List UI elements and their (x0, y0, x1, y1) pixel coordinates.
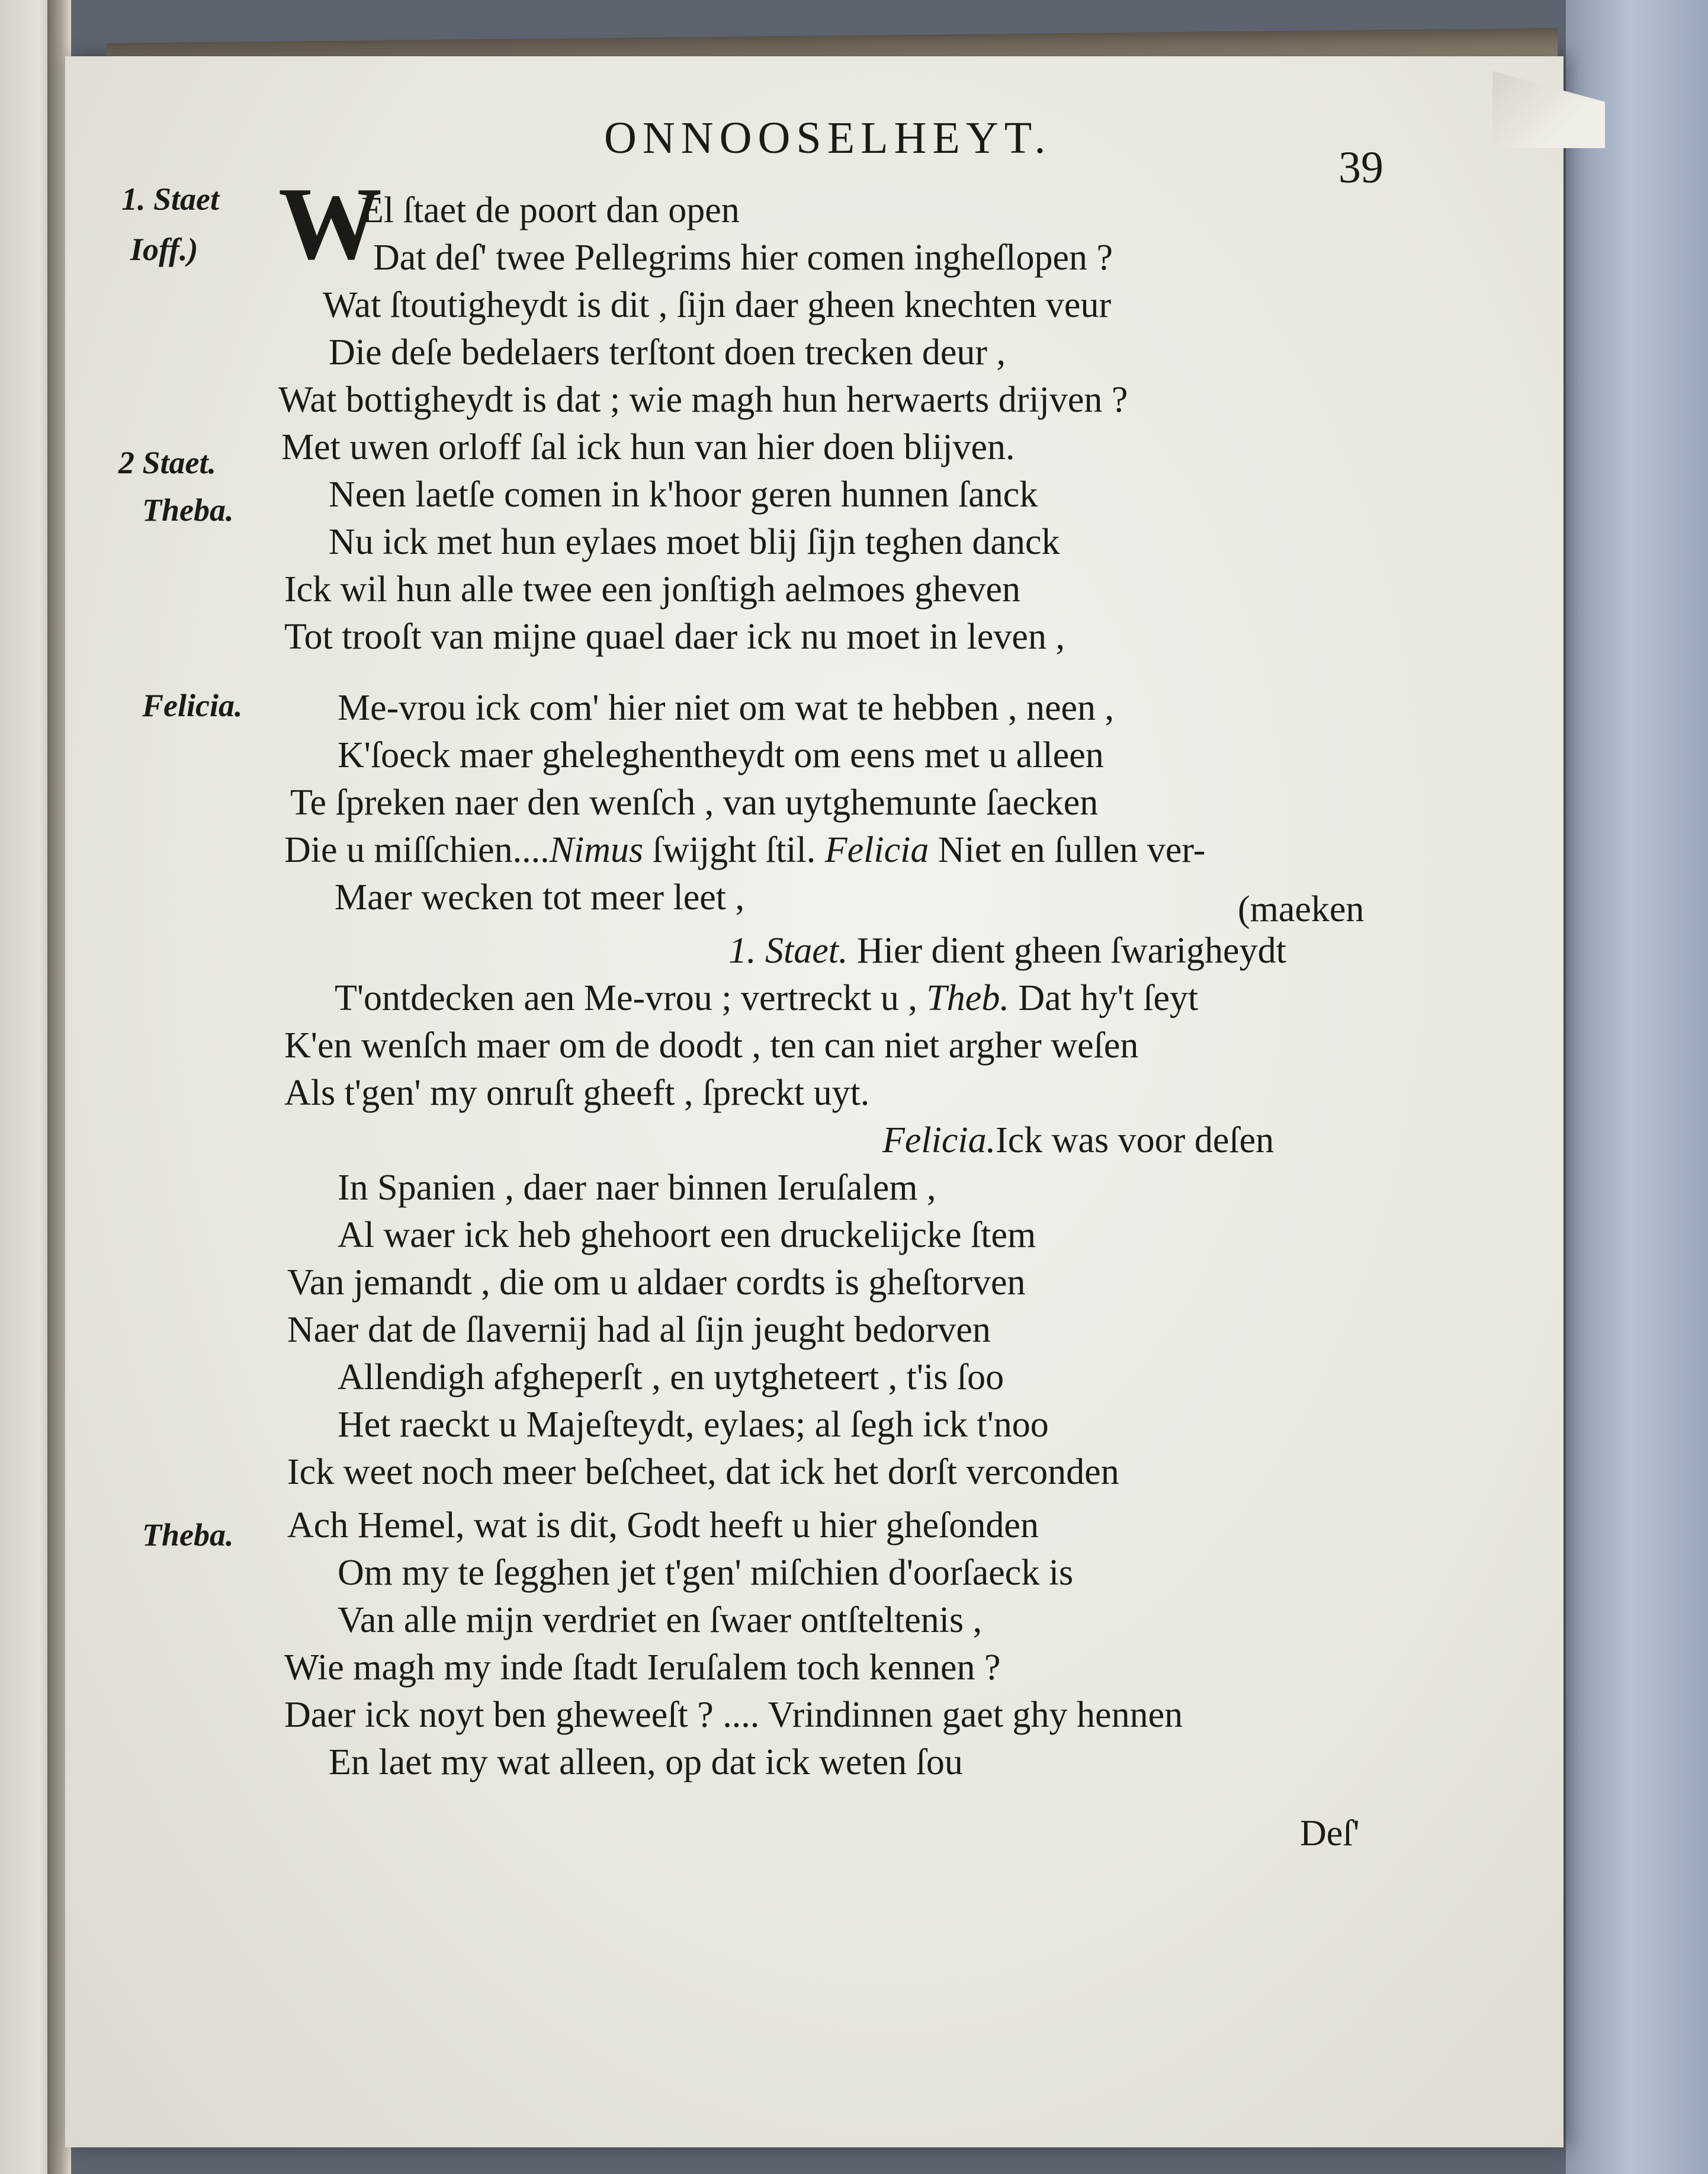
verse-line (882, 1120, 1274, 1162)
verse-line: Maer wecken tot meer leet , (335, 877, 744, 918)
verse-line: Naer dat de ſlavernij had al ſijn jeught bedorven (287, 1310, 991, 1350)
verse-line: Allendigh afgheperſt , en uytgheteert , t'is ſoo (338, 1357, 1004, 1397)
speaker-label: Felicia. (142, 688, 243, 723)
verse-text: Hier dient gheen ſwarigheydt (856, 931, 1286, 971)
verse-line: Van jemandt , die om u aldaer cordts is gheſtorven (287, 1262, 1026, 1303)
verse-line (284, 829, 1205, 871)
verse-line (335, 977, 1198, 1019)
verse-text: Ick was voor deſen (996, 1120, 1274, 1160)
verse-line: In Spanien , daer naer binnen Ieruſalem , (338, 1168, 936, 1208)
verse-text: Die u miſſchien.... (284, 830, 550, 870)
speaker-inline: Felicia (824, 830, 929, 870)
verse-line: Om my te ſegghen jet t'gen' miſchien d'oorſaeck is (338, 1553, 1074, 1593)
running-head: ONNOOSELHEYT. (604, 113, 1052, 163)
verse-line: Ach Hemel, wat is dit, Godt heeft u hier gheſonden (287, 1505, 1039, 1545)
verse-line: Me-vrou ick com' hier niet om wat te hebben , neen , (338, 688, 1115, 728)
verse-line: Nu ick met hun eylaes moet blij ſijn teghen danck (329, 522, 1060, 562)
verse-line: Tot trooſt van mijne quael daer ick nu moet in leven , (284, 617, 1065, 657)
verse-line: K'ſoeck maer gheleghentheydt om eens met u alleen (338, 735, 1104, 775)
verse-line: Die deſe bedelaers terſtont doen trecken deur , (329, 332, 1006, 373)
speaker-inline: Nimus (549, 830, 644, 870)
verse-line: Als t'gen' my onruſt gheeft , ſpreckt uyt. (284, 1073, 870, 1113)
speaker-inline: 1. Staet. (728, 931, 848, 971)
verse-line: Al waer ick heb ghehoort een druckelijcke ſtem (338, 1215, 1036, 1255)
verse-line: Het raeckt u Majeſteydt, eylaes; al ſegh ick t'noo (338, 1405, 1049, 1445)
verse-line: Met uwen orloff ſal ick hun van hier doen blijven. (281, 427, 1015, 467)
verse-line: Te ſpreken naer den wenſch , van uytghemunte ſaecken (290, 783, 1099, 823)
verse-line: Van alle mijn verdriet en ſwaer ontſteltenis , (338, 1600, 983, 1640)
verse-line: Neen laetſe comen in k'hoor geren hunnen ſanck (329, 474, 1038, 515)
verse-line: Ick weet noch meer beſcheet, dat ick het dorſt verconden (287, 1452, 1119, 1492)
speaker-label: Theba. (142, 1517, 234, 1553)
verse-line: En laet my wat alleen, op dat ick weten ſou (329, 1742, 963, 1782)
drop-capital: W (278, 166, 382, 281)
verse-line: Ick wil hun alle twee een jonſtigh aelmoes gheven (284, 569, 1021, 610)
verse-text: Dat hy't ſeyt (1018, 978, 1199, 1018)
speaker-label: 2 Staet. (118, 445, 217, 480)
catchword: Deſ' (1300, 1813, 1360, 1854)
verse-line: Wie magh my inde ſtadt Ieruſalem toch kennen ? (284, 1647, 1001, 1688)
speaker-label: Ioff.) (130, 232, 198, 267)
speaker-label: 1. Staet (121, 181, 220, 217)
verse-line: Wat ſtoutigheydt is dit , ſijn daer gheen knechten veur (323, 285, 1112, 325)
speaker-inline: Theb. (926, 978, 1009, 1018)
verse-text: Niet en ſullen ver- (938, 830, 1206, 870)
verse-line (728, 930, 1286, 972)
speaker-inline: Felicia. (882, 1120, 996, 1160)
verse-text: ſwijght ſtil. (652, 830, 816, 870)
verse-line: Daer ick noyt ben gheweeſt ? .... Vrindinnen gaet ghy hennen (284, 1695, 1183, 1735)
verse-line: Dat deſ' twee Pellegrims hier comen ingheſlopen ? (373, 238, 1113, 278)
verse-text: T'ontdecken aen Me-vrou ; vertreckt u , (335, 978, 917, 1018)
page-number: 39 (1338, 143, 1383, 193)
speaker-label: Theba. (142, 492, 234, 528)
verse-line: El ſtaet de poort dan open (361, 190, 740, 230)
verse-turnover: (maeken (1238, 889, 1365, 929)
verse-line: K'en wenſch maer om de doodt , ten can niet argher weſen (284, 1025, 1139, 1066)
verse-line: Wat bottigheydt is dat ; wie magh hun herwaerts drijven ? (278, 380, 1128, 420)
